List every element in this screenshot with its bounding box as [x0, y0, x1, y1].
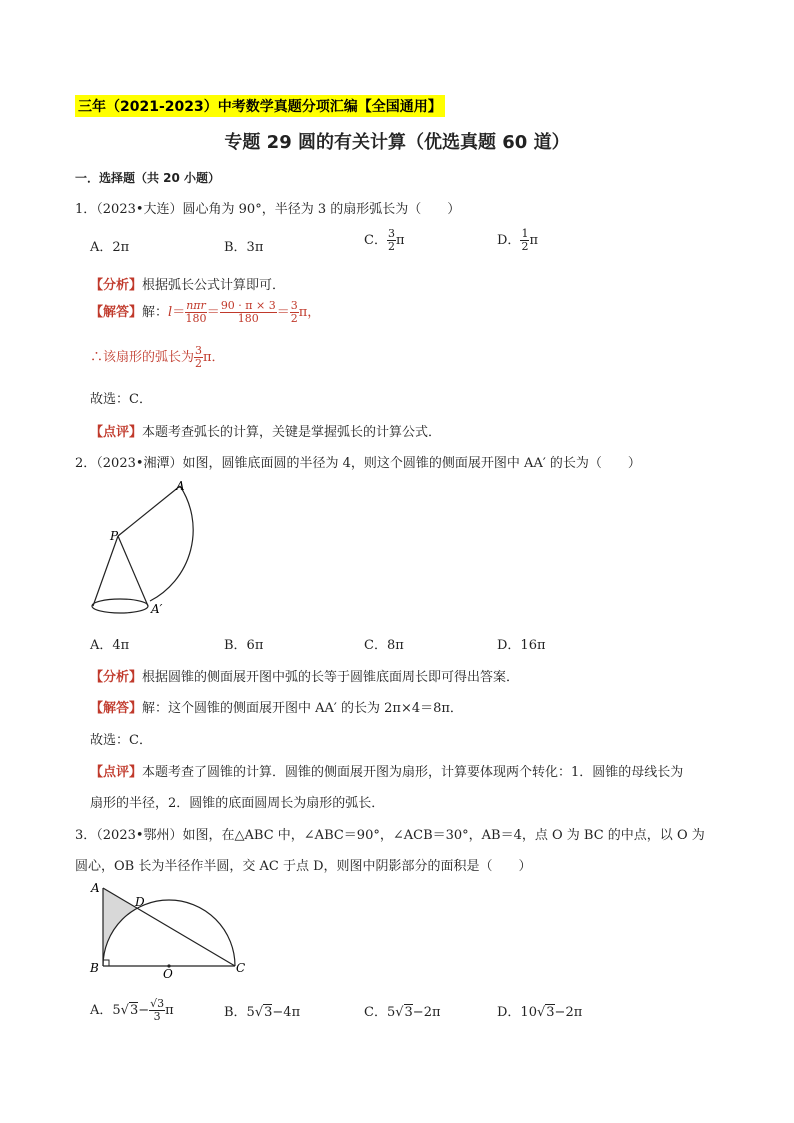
radicand: 3 [546, 1005, 555, 1020]
q2-option-a: A．4π [90, 638, 130, 653]
sector-radius-top [118, 486, 180, 536]
q3-option-c: C．5√3−2π [364, 1005, 441, 1020]
q1-option-c [364, 228, 405, 253]
option-prefix: B．5 [224, 1005, 255, 1020]
option-prefix: D．10 [497, 1005, 537, 1020]
q3-option-a-fraction [149, 998, 165, 1023]
cone-left-side [93, 536, 118, 606]
q1-choice: 故选：C． [90, 392, 152, 407]
fraction-numerator: 1 [521, 227, 529, 240]
fraction-numerator: 3 [290, 299, 298, 312]
fraction-denominator: 3 [153, 1010, 161, 1023]
q2-option-c: C．8π [364, 638, 404, 653]
analysis-tag: 【分析】 [90, 670, 143, 685]
comment-tag: 【点评】 [90, 425, 143, 440]
label-a-prime: A′ [151, 602, 163, 616]
fraction-denominator: 2 [521, 240, 529, 253]
answer-fraction-2 [220, 300, 277, 325]
label-a: A [91, 881, 100, 895]
q1-option-b: B．3π [224, 240, 264, 255]
minus-sign: − [138, 1003, 150, 1018]
q1-option-c-fraction [387, 228, 396, 253]
answer-fraction-3 [290, 300, 299, 325]
q2-cone-figure [85, 476, 215, 616]
q3-option-d: D．10√3−2π [497, 1005, 583, 1020]
q1-option-c-prefix: C． [364, 233, 387, 248]
label-b: B [90, 961, 99, 975]
option-suffix: −2π [554, 1005, 583, 1020]
q1-option-d-suffix: π [529, 233, 538, 248]
cone-base [92, 599, 148, 613]
label-c: C [236, 961, 246, 975]
q3-stem-line2: 圆心，OB 长为半径作半圆，交 AC 于点 D，则图中阴影部分的面积是（ ） [75, 859, 532, 874]
fraction-denominator: 180 [185, 312, 207, 325]
label-o: O [163, 967, 173, 980]
q2-option-b: B．6π [224, 638, 264, 653]
option-suffix: −4π [272, 1005, 301, 1020]
option-suffix: −2π [412, 1005, 441, 1020]
q1-conclusion [90, 345, 225, 370]
analysis-tag: 【分析】 [90, 278, 143, 293]
answer-variable: l [168, 305, 173, 320]
q2-comment-line2: 扇形的半径，2．圆锥的底面圆周长为扇形的弧长． [90, 796, 385, 811]
comment-tag: 【点评】 [90, 765, 143, 780]
answer-tail: π， [298, 305, 321, 320]
radicand: 3 [404, 1005, 413, 1020]
page-title: 专题 29 圆的有关计算（优选真题 60 道） [224, 132, 570, 153]
conclusion-suffix: π． [203, 350, 225, 365]
fraction-numerator: nπr [186, 299, 206, 312]
answer-tag: 【解答】 [90, 701, 143, 716]
fraction-denominator: 2 [290, 312, 298, 325]
radicand: 3 [129, 1003, 139, 1018]
fraction-numerator: 3 [195, 344, 203, 357]
answer-fraction-1 [185, 300, 207, 325]
comment-text: 本题考查弧长的计算，关键是掌握弧长的计算公式． [142, 425, 442, 440]
q1-option-c-suffix: π [395, 233, 405, 248]
q1-answer: 【解答】解：l＝ $\frac{\text{nπr}}{180}$ ＝ $\frac{90 \cdot \pi \times 3}{180}$ ＝ $\frac{3}{2}$ π， [90, 299, 321, 325]
series-banner: 三年（2021-2023）中考数学真题分项汇编【全国通用】 [75, 95, 445, 117]
q1-option-d [497, 228, 538, 253]
analysis-text: 根据弧长公式计算即可． [142, 278, 286, 293]
fraction-numerator: 3 [387, 227, 395, 240]
fraction-denominator: 180 [237, 312, 259, 325]
label-p: P [110, 529, 119, 543]
q2-analysis [90, 666, 519, 685]
radicand: 3 [264, 1005, 273, 1020]
comment-text: 本题考查了圆锥的计算．圆锥的侧面展开图为扇形，计算要体现两个转化：1．圆锥的母线长为 [142, 765, 684, 780]
cone-right-side [118, 536, 148, 606]
answer-prefix: 解： [142, 305, 169, 320]
fraction-numerator: 90 · π × 3 [220, 299, 276, 312]
q2-answer [90, 697, 463, 716]
q1-analysis [90, 274, 285, 293]
label-d: D [135, 895, 145, 909]
fraction-denominator: 2 [387, 240, 395, 253]
fraction-denominator: 2 [195, 357, 203, 370]
q1-comment [90, 421, 441, 440]
section-heading: 一．选择题（共 20 小题） [75, 171, 221, 185]
fraction-numerator: √3 [150, 997, 165, 1010]
option-suffix: π [165, 1003, 174, 1018]
q1-stem: 1．（2023•大连）圆心角为 90°，半径为 3 的扇形弧长为（ ） [75, 202, 461, 217]
answer-text: 解：这个圆锥的侧面展开图中 AA′ 的长为 2π×4＝8π． [142, 701, 463, 716]
answer-tag: 【解答】 [90, 305, 143, 320]
q2-option-d: D．16π [497, 638, 546, 653]
q2-choice: 故选：C． [90, 733, 152, 748]
q3-triangle-figure [85, 878, 255, 980]
option-prefix: C．5 [364, 1005, 396, 1020]
q1-option-d-prefix: D． [497, 233, 521, 248]
analysis-text: 根据圆锥的侧面展开图中弧的长等于圆锥底面周长即可得出答案． [142, 670, 520, 685]
q2-stem: 2．（2023•湘潭）如图，圆锥底面圆的半径为 4，则这个圆锥的侧面展开图中 AA′ 的长为（ ） [75, 456, 641, 471]
q3-option-a: A．5√3− $\frac{√3}{3}$ π [90, 997, 174, 1023]
q3-option-b: B．5√3−4π [224, 1005, 301, 1020]
sector-arc [150, 486, 193, 601]
label-a: A [176, 479, 185, 493]
right-angle-mark [103, 960, 109, 966]
conclusion-fraction [194, 345, 203, 370]
shaded-region [103, 888, 137, 966]
option-prefix: A．5 [90, 1003, 121, 1018]
q3-stem-line1: 3．（2023•鄂州）如图，在△ABC 中，∠ABC＝90°，∠ACB＝30°，AB＝4，点 O 为 BC 的中点，以 O 为 [75, 828, 705, 843]
q2-comment-line1 [90, 761, 683, 780]
conclusion-prefix: ∴该扇形的弧长为 [90, 350, 195, 365]
q1-option-a: A．2π [90, 240, 130, 255]
